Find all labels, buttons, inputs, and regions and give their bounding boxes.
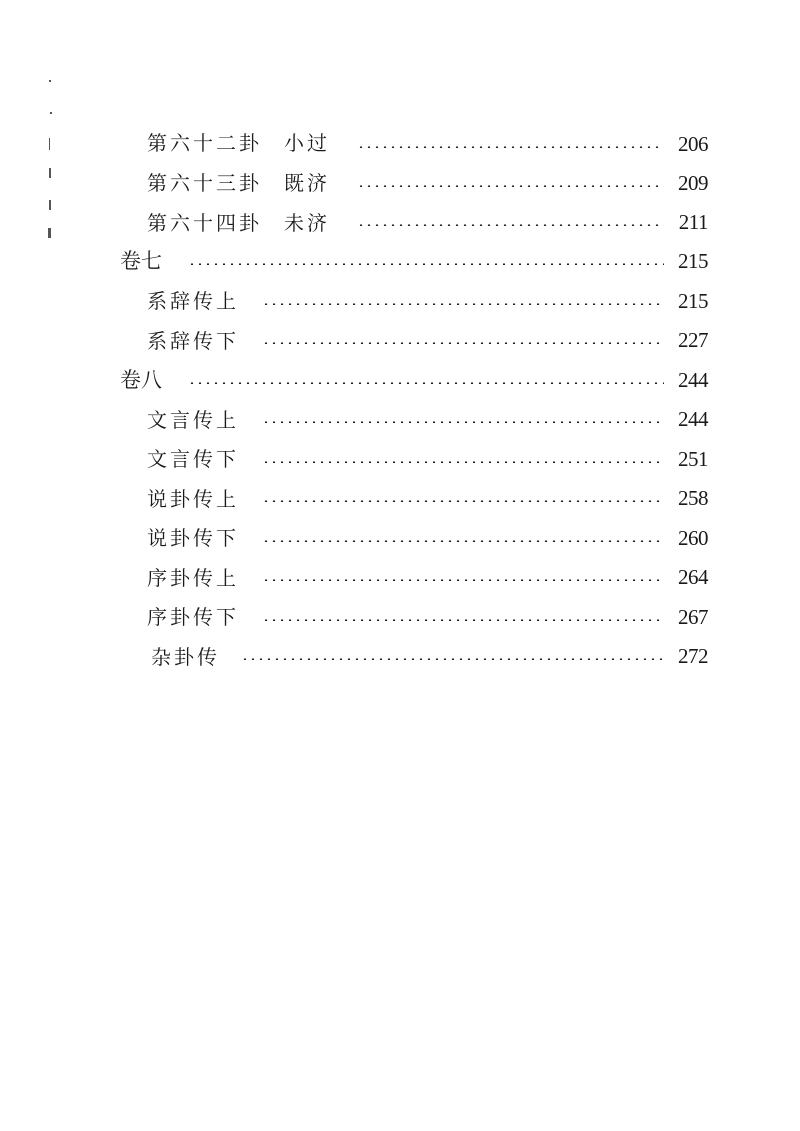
dot-leader	[262, 342, 664, 344]
toc-page-number: 244	[678, 407, 708, 431]
dot-leader	[262, 500, 664, 502]
toc-entry-title: 序卦传下	[147, 605, 239, 629]
toc-page-number: 206	[678, 132, 708, 156]
scan-mark	[49, 168, 51, 178]
toc-entry[interactable]	[147, 558, 239, 598]
dot-leader	[241, 658, 664, 660]
toc-page-number: 215	[678, 249, 708, 273]
dot-leader	[262, 303, 664, 305]
toc-entry-subtitle: 未济	[284, 211, 330, 235]
dot-leader	[188, 382, 664, 384]
toc-entry-subtitle: 既济	[284, 171, 330, 195]
toc-page-number: 215	[678, 289, 708, 313]
scan-mark	[49, 138, 50, 150]
toc-page-number: 260	[678, 526, 708, 550]
toc-entry[interactable]	[147, 281, 239, 321]
toc-entry[interactable]	[147, 597, 239, 637]
toc-entry[interactable]	[147, 400, 239, 440]
toc-entry-title: 杂卦传	[151, 645, 220, 669]
toc-page-number: 264	[678, 565, 708, 589]
dot-leader	[357, 146, 664, 148]
toc-page-number: 258	[678, 486, 708, 510]
toc-entry[interactable]	[151, 637, 220, 677]
toc-entry[interactable]	[147, 203, 707, 243]
dot-leader	[188, 263, 664, 265]
dot-leader	[262, 579, 664, 581]
toc-page-number: 272	[678, 644, 708, 668]
dot-leader	[262, 421, 664, 423]
toc-entry-title: 序卦传上	[147, 566, 239, 590]
toc-entry-title: 第六十二卦	[147, 131, 262, 155]
dot-leader	[262, 461, 664, 463]
toc-entry-title: 文言传下	[147, 447, 239, 471]
toc-entry[interactable]	[120, 241, 162, 281]
toc-entry-title: 系辞传下	[147, 329, 239, 353]
toc-page-number: 244	[678, 368, 708, 392]
dot-leader	[357, 185, 664, 187]
toc-page-number: 251	[678, 447, 708, 471]
dot-leader	[262, 540, 664, 542]
toc-entry-title: 第六十四卦	[147, 211, 262, 235]
toc-entry-title: 第六十三卦	[147, 171, 262, 195]
dot-leader	[262, 619, 664, 621]
scan-mark	[48, 228, 51, 238]
toc-entry-subtitle: 小过	[284, 131, 330, 155]
toc-entry[interactable]	[147, 123, 707, 163]
scan-mark	[49, 80, 51, 82]
scan-mark	[49, 200, 51, 210]
toc-entry[interactable]	[147, 518, 239, 558]
dot-leader	[357, 224, 664, 226]
toc-entry[interactable]	[147, 163, 707, 203]
toc-page-number: 227	[678, 328, 708, 352]
toc-page-number: 267	[678, 605, 708, 629]
toc-entry[interactable]	[147, 479, 239, 519]
toc-entry[interactable]	[147, 321, 239, 361]
toc-entry-title: 卷七	[120, 248, 162, 273]
toc-entry-title: 说卦传下	[147, 526, 239, 550]
toc-entry-title: 卷八	[120, 367, 162, 392]
toc-entry-title: 文言传上	[147, 408, 239, 432]
scan-mark	[50, 112, 52, 114]
toc-entry[interactable]	[120, 360, 162, 400]
toc-entry-title: 说卦传上	[147, 487, 239, 511]
toc-entry-title: 系辞传上	[147, 289, 239, 313]
toc-entry[interactable]	[147, 439, 239, 479]
toc-page-number: 209	[678, 171, 708, 195]
toc-page-number: 211	[678, 210, 708, 234]
